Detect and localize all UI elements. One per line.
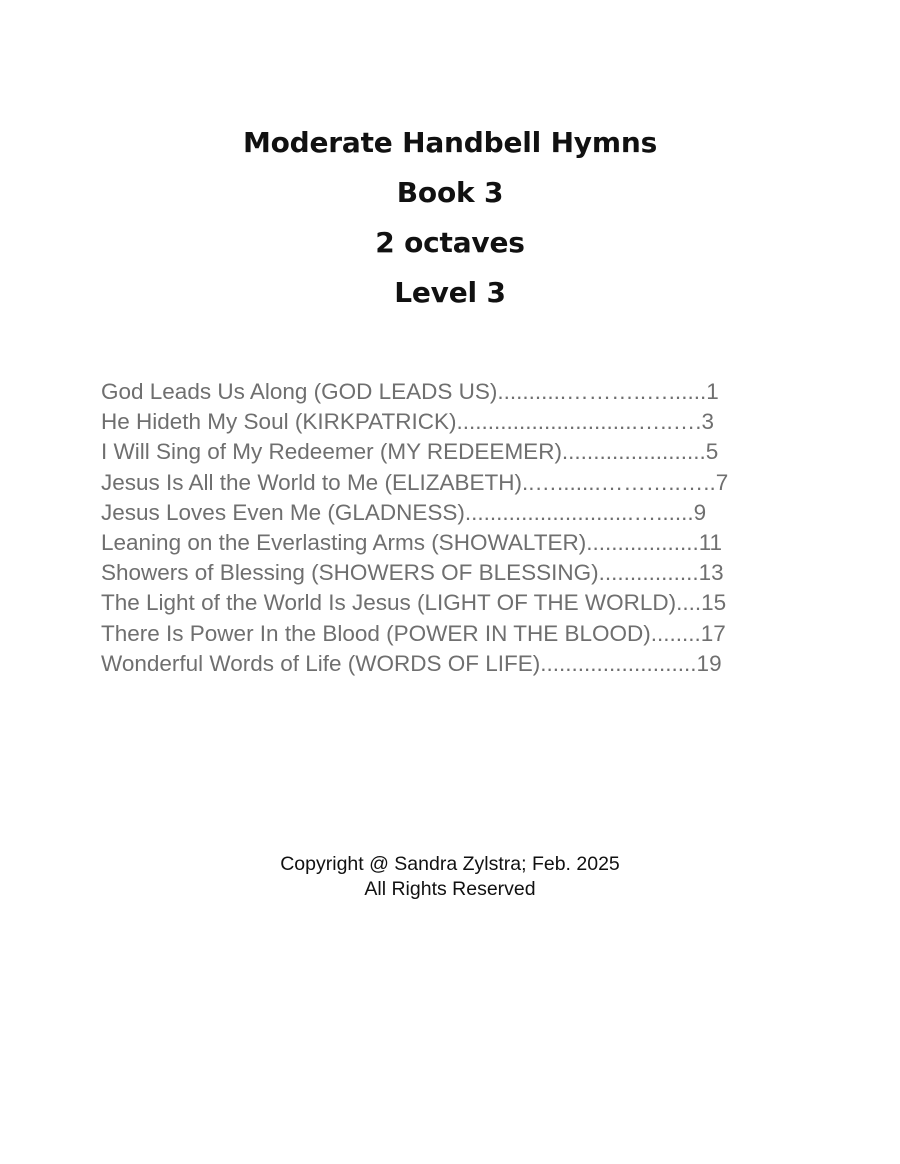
toc-entry: I Will Sing of My Redeemer (MY REDEEMER).......................5 [101,439,719,465]
rights-line: All Rights Reserved [364,878,536,900]
toc-entry: God Leads Us Along (GOD LEADS US)...........………..…......1 [101,379,719,404]
copyright-notice [0,852,900,902]
toc-entry: There Is Power In the Blood (POWER IN THE BLOOD)........17 [101,620,726,646]
toc-entry: Leaning on the Everlasting Arms (SHOWALTER)..................11 [101,530,723,556]
book-series-title: Moderate Handbell Hymns [242,126,658,159]
toc-entry: The Light of the World Is Jesus (LIGHT OF THE WORLD)....15 [101,590,727,616]
table-of-contents [101,377,728,679]
toc-entry: Jesus Loves Even Me (GLADNESS)...........................…......9 [101,499,707,525]
octave-range: 2 octaves [375,226,525,259]
toc-entry: He Hideth My Soul (KIRKPATRICK).............................…..….3 [101,409,715,435]
book-number: Book 3 [396,176,504,209]
toc-entry: Showers of Blessing (SHOWERS OF BLESSING)................13 [101,560,724,586]
toc-entry: Jesus Is All the World to Me (ELIZABETH)..….......………..…..7 [101,469,729,495]
title-block [0,118,900,318]
difficulty-level: Level 3 [394,276,506,309]
toc-entry: Wonderful Words of Life (WORDS OF LIFE).........................19 [101,650,722,676]
copyright-line: Copyright @ Sandra Zylstra; Feb. 2025 [280,853,620,875]
